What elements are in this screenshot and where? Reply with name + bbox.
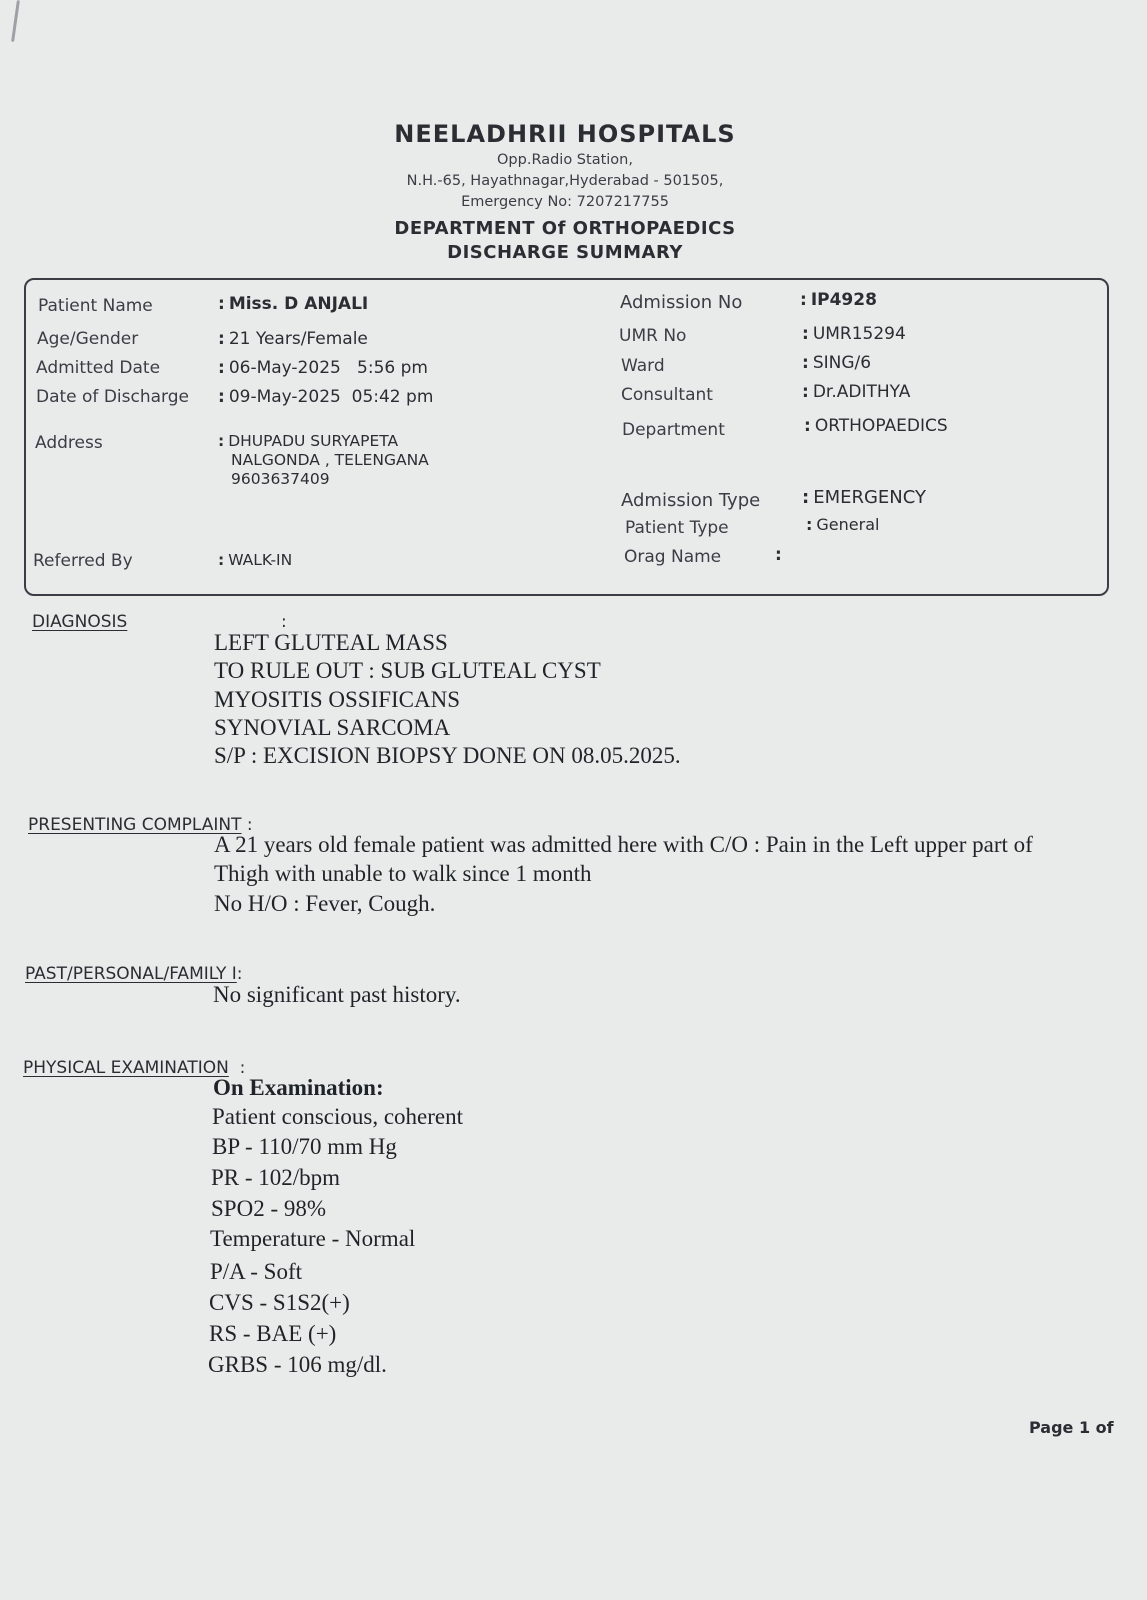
admission-type-label: Admission Type bbox=[621, 490, 761, 511]
patient-info-box bbox=[24, 278, 1109, 596]
patient-type-label: Patient Type bbox=[625, 518, 729, 538]
referred-by-label: Referred By bbox=[33, 551, 133, 571]
department-title: DEPARTMENT Of ORTHOPAEDICS bbox=[394, 218, 736, 239]
admitted-date-value: : 06-May-2025 5:56 pm bbox=[218, 358, 428, 378]
ward-label: Ward bbox=[621, 356, 665, 376]
diagnosis-line: MYOSITIS OSSIFICANS bbox=[214, 687, 461, 712]
department-value: : ORTHOPAEDICS bbox=[804, 416, 948, 436]
hospital-address-line1: Opp.Radio Station, bbox=[497, 152, 633, 168]
exam-line: PR - 102/bpm bbox=[211, 1165, 341, 1190]
exam-line: GRBS - 106 mg/dl. bbox=[208, 1352, 387, 1377]
exam-line: CVS - S1S2(+) bbox=[209, 1290, 350, 1315]
page-number: Page 1 of bbox=[1029, 1418, 1114, 1437]
exam-line: BP - 110/70 mm Hg bbox=[212, 1134, 397, 1159]
document-title: DISCHARGE SUMMARY bbox=[447, 242, 683, 263]
admission-no-value: : IP4928 bbox=[800, 290, 877, 310]
umr-no-label: UMR No bbox=[619, 326, 687, 346]
admitted-date-label: Admitted Date bbox=[36, 358, 161, 378]
admission-type-value: : EMERGENCY bbox=[802, 487, 927, 508]
exam-line: RS - BAE (+) bbox=[209, 1321, 337, 1346]
department-label: Department bbox=[622, 420, 725, 440]
diagnosis-colon: : bbox=[281, 612, 287, 632]
diagnosis-line: S/P : EXCISION BIOPSY DONE ON 08.05.2025. bbox=[214, 743, 681, 768]
consultant-label: Consultant bbox=[621, 385, 713, 405]
patient-name-value: : Miss. D ANJALI bbox=[218, 294, 369, 314]
address-phone: 9603637409 bbox=[231, 470, 330, 488]
complaint-line: A 21 years old female patient was admitted here with C/O : Pain in the Left upper part of bbox=[214, 832, 1033, 857]
presenting-complaint-heading: PRESENTING COMPLAINT : bbox=[28, 815, 253, 835]
exam-line: Temperature - Normal bbox=[210, 1226, 416, 1251]
diagnosis-line: TO RULE OUT : SUB GLUTEAL CYST bbox=[214, 658, 601, 683]
hospital-name: NEELADHRII HOSPITALS bbox=[394, 120, 736, 148]
diagnosis-heading: DIAGNOSIS bbox=[32, 612, 128, 632]
pen-mark bbox=[11, 0, 20, 42]
ward-value: : SING/6 bbox=[802, 353, 872, 373]
admission-no-label: Admission No bbox=[620, 292, 743, 313]
past-history-line: No significant past history. bbox=[213, 982, 461, 1007]
age-gender-label: Age/Gender bbox=[37, 329, 139, 349]
orag-name-label: Orag Name bbox=[624, 547, 722, 567]
hospital-emergency-number: Emergency No: 7207217755 bbox=[461, 194, 669, 210]
exam-line: SPO2 - 98% bbox=[211, 1196, 327, 1221]
discharge-date-value: : 09-May-2025 05:42 pm bbox=[218, 387, 434, 407]
exam-line: P/A - Soft bbox=[210, 1259, 303, 1284]
diagnosis-line: LEFT GLUTEAL MASS bbox=[214, 630, 448, 655]
address-line2: NALGONDA , TELENGANA bbox=[231, 451, 429, 469]
orag-name-value: : bbox=[775, 545, 782, 565]
diagnosis-line: SYNOVIAL SARCOMA bbox=[214, 715, 451, 740]
exam-line: Patient conscious, coherent bbox=[212, 1104, 464, 1129]
address-label: Address bbox=[35, 433, 103, 453]
patient-name-label: Patient Name bbox=[38, 296, 153, 316]
exam-title: On Examination: bbox=[213, 1075, 384, 1100]
hospital-address-line2: N.H.-65, Hayathnagar,Hyderabad - 501505, bbox=[406, 173, 724, 189]
past-history-heading: PAST/PERSONAL/FAMILY I: bbox=[25, 964, 243, 984]
complaint-line: Thigh with unable to walk since 1 month bbox=[214, 861, 592, 886]
physical-exam-heading: PHYSICAL EXAMINATION : bbox=[23, 1058, 246, 1078]
address-line1: : DHUPADU SURYAPETA bbox=[218, 432, 399, 450]
consultant-value: : Dr.ADITHYA bbox=[802, 382, 911, 402]
discharge-date-label: Date of Discharge bbox=[36, 387, 189, 407]
complaint-line: No H/O : Fever, Cough. bbox=[214, 891, 436, 916]
umr-no-value: : UMR15294 bbox=[802, 324, 906, 344]
age-gender-value: : 21 Years/Female bbox=[218, 329, 368, 349]
referred-by-value: : WALK-IN bbox=[218, 551, 293, 569]
patient-type-value: : General bbox=[806, 515, 880, 534]
